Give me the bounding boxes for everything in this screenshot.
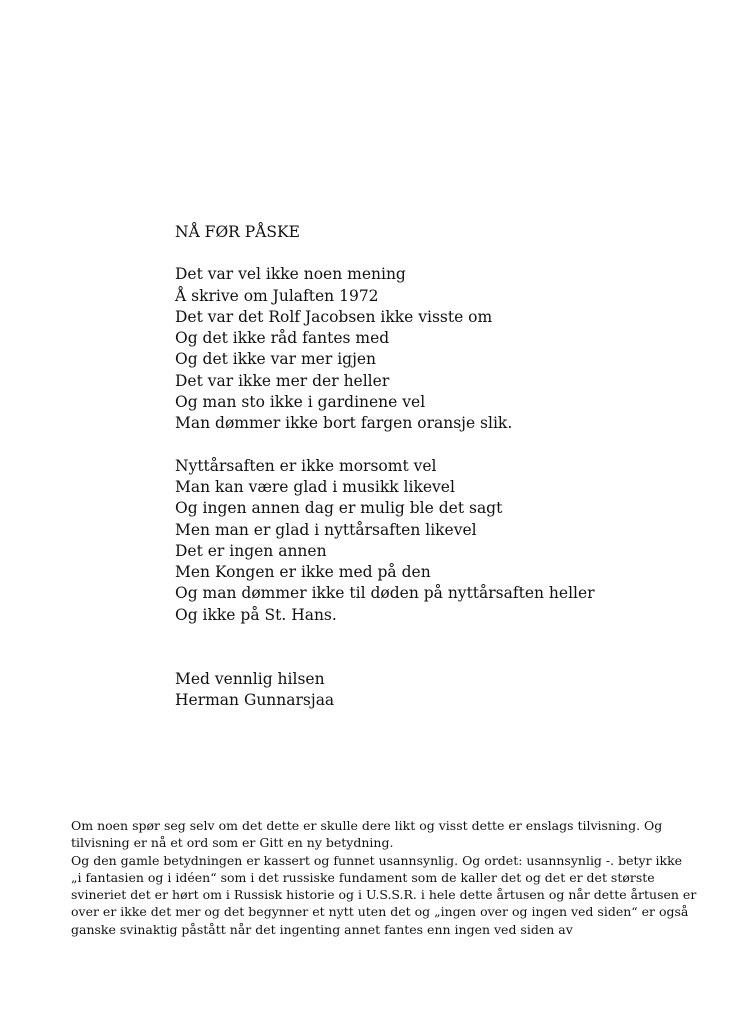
poem-title: NÅ FØR PÅSKE (175, 223, 300, 241)
author-name: Herman Gunnarsjaa (175, 691, 335, 710)
poem-line: Og ingen annen dag er mulig ble det sagt (175, 499, 503, 518)
footnote-line: Og den gamle betydningen er kassert og funnet usannsynlig. Og ordet: usannsynlig -. betyr ikke (71, 852, 683, 868)
poem (175, 222, 695, 712)
poem-line: Å skrive om Julaften 1972 (175, 286, 379, 305)
poem-line: Man kan være glad i musikk likevel (175, 477, 455, 496)
poem-line: Det var vel ikke noen mening (175, 265, 406, 284)
stanza-2 (175, 456, 695, 626)
closing-line: Med vennlig hilsen (175, 670, 325, 689)
footnote-line: Om noen spør seg selv om det dette er skulle dere likt og visst dette er enslags tilvisning. Og (71, 818, 663, 833)
poem-line: Men man er glad i nyttårsaften likevel (175, 520, 477, 539)
poem-line: Det er ingen annen (175, 541, 327, 560)
stanza-1 (175, 264, 695, 434)
footnote-line: svineriet det er hørt om i Russisk historie og i U.S.S.R. i hele dette årtusen og når dette årtusen er (71, 887, 697, 903)
poem-line: Man dømmer ikke bort fargen oransje slik. (175, 414, 513, 433)
poem-line: Og det ikke råd fantes med (175, 329, 390, 348)
footnote-line: ganske svinaktig påstått når det ingenting annet fantes enn ingen ved siden av (71, 921, 573, 937)
poem-line: Og ikke på St. Hans. (175, 605, 337, 624)
poem-line: Og man sto ikke i gardinene vel (175, 393, 426, 412)
footnote (71, 817, 697, 938)
poem-line: Det var det Rolf Jacobsen ikke visste om (175, 307, 493, 326)
poem-line: Og man dømmer ikke til døden på nyttårsaften heller (175, 584, 595, 603)
footnote-line: over er ikke det mer og det begynner et nytt uten det og „ingen over og ingen ved siden“ er også (71, 904, 689, 920)
poem-line: Det var ikke mer der heller (175, 371, 390, 390)
footnote-line: „i fantasien og i idéen“ som i det russiske fundament som de kaller det og det er det største (71, 869, 655, 885)
poem-line: Nyttårsaften er ikke morsomt vel (175, 456, 437, 475)
poem-line: Og det ikke var mer igjen (175, 350, 377, 369)
poem-line: Men Kongen er ikke med på den (175, 563, 431, 582)
footnote-line: tilvisning er nå et ord som er Gitt en ny betydning. (71, 835, 394, 851)
signature-block (175, 669, 695, 712)
